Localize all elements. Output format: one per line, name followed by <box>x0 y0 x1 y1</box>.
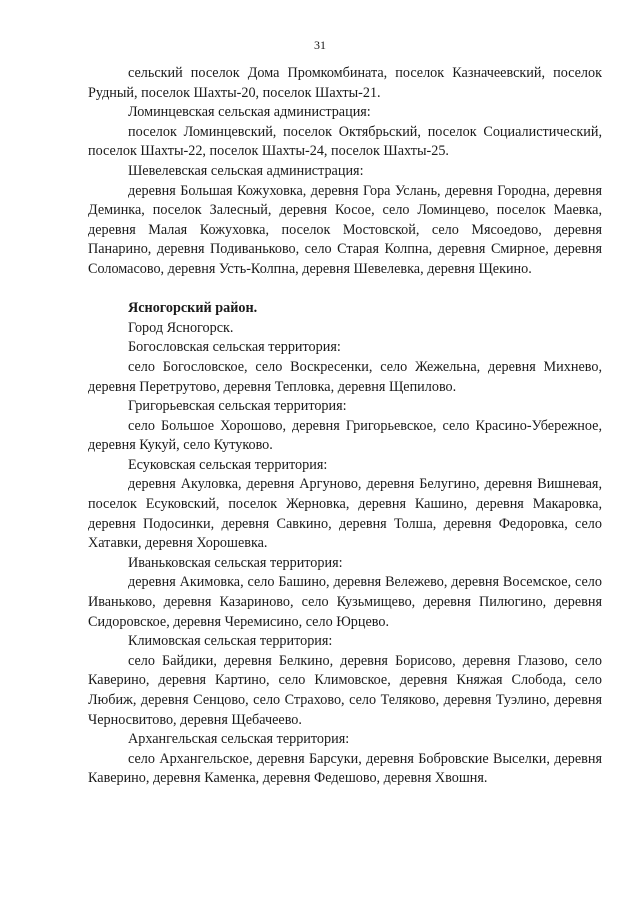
paragraph-list: село Большое Хорошово, деревня Григорьевское, село Красино-Убережное, деревня Кукуй, село Кутуково. <box>88 417 602 454</box>
paragraph-list: деревня Большая Кожуховка, деревня Гора Услань, деревня Городна, деревня Деминка, поселок Залесный, деревня Косое, село Ломинцево, поселок Маевка, деревня Малая Кожуховка, поселок Мостовской, село Мясоедово, деревня Панарино, деревня Подиваньково, село Старая Колпна, деревня Смирное, деревня Соломасово, деревня Усть-Колпна, деревня Шевелевка, деревня Щекино. <box>88 182 602 277</box>
section-heading: Архангельская сельская территория: <box>128 731 350 748</box>
section-heading: Григорьевская сельская территория: <box>128 398 347 415</box>
section-heading: Иваньковская сельская территория: <box>128 554 343 571</box>
section-heading: Есуковская сельская территория: <box>128 456 328 473</box>
paragraph-list: поселок Ломинцевский, поселок Октябрьский, поселок Социалистический, поселок Шахты-22, поселок Шахты-24, поселок Шахты-25. <box>88 123 602 160</box>
document-body <box>88 64 602 789</box>
page-number: 31 <box>314 38 326 52</box>
district-heading: Ясногорский район. <box>128 300 258 317</box>
paragraph-list: село Архангельское, деревня Барсуки, деревня Бобровские Выселки, деревня Каверино, деревня Каменка, деревня Федешово, деревня Хвошня. <box>88 750 602 787</box>
paragraph-list: село Богословское, село Воскресенки, село Жежельна, деревня Михнево, деревня Перетрутово, деревня Тепловка, деревня Щепилово. <box>88 358 602 395</box>
section-heading: Богословская сельская территория: <box>128 339 341 356</box>
section-heading: Климовская сельская территория: <box>128 633 333 650</box>
section-heading: Ломинцевская сельская администрация: <box>128 104 371 121</box>
paragraph-list: сельский поселок Дома Промкомбината, поселок Казначеевский, поселок Рудный, поселок Шахты-20, поселок Шахты-21. <box>88 65 602 101</box>
section-heading: Шевелевская сельская администрация: <box>128 162 364 179</box>
paragraph-list: село Байдики, деревня Белкино, деревня Борисово, деревня Глазово, село Каверино, деревня Картино, село Климовское, деревня Княжая Слобода, село Любиж, деревня Сенцово, село Страхово, село Теляково, деревня Туэлино, деревня Черносвитово, деревня Щебачеево. <box>88 652 602 728</box>
paragraph-list: деревня Акимовка, село Башино, деревня Вележево, деревня Восемское, село Иваньково, деревня Казариново, село Кузьмищево, деревня Пилюгино, деревня Сидоровское, деревня Черемисино, село Юрцево. <box>88 574 602 630</box>
paragraph-list: деревня Акуловка, деревня Аргуново, деревня Белугино, деревня Вишневая, поселок Есуковский, поселок Жерновка, деревня Кашино, деревня Макаровка, деревня Подосинки, деревня Савкино, деревня Толша, деревня Федоровка, село Хатавки, деревня Хорошевка. <box>88 476 602 552</box>
city-line: Город Ясногорск. <box>128 319 234 336</box>
